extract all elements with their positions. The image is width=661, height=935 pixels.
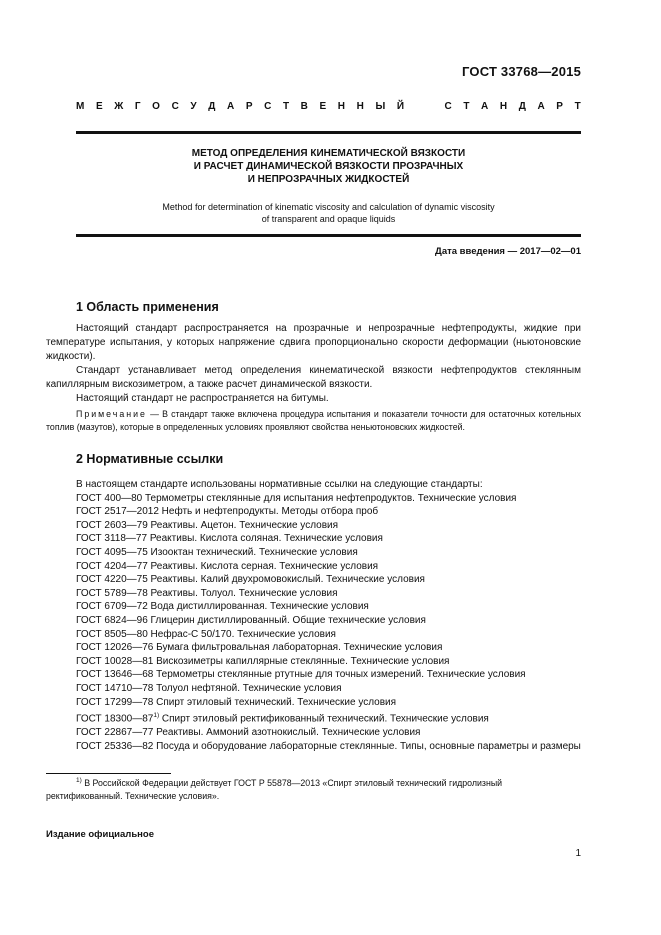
banner-letter: С [264, 101, 272, 112]
banner-letter: Р [245, 101, 253, 112]
banner-letter: О [152, 101, 160, 112]
banner-letter [416, 101, 419, 112]
reference-item: ГОСТ 6709—72 Вода дистиллированная. Технические условия [76, 601, 369, 613]
reference-item: ГОСТ 17299—78 Спирт этиловый технический. Технические условия [76, 696, 397, 708]
banner-letter: С [444, 101, 452, 112]
reference-item: ГОСТ 4204—77 Реактивы. Кислота серная. Технические условия [76, 560, 379, 572]
section-1-body [46, 322, 581, 406]
document-title [76, 147, 581, 186]
standard-number: ГОСТ 33768—2015 [462, 64, 581, 79]
document-title-english [76, 201, 581, 225]
footnote-text: В Российской Федерации действует ГОСТ Р 55878—2013 «Спирт этиловый технический гидролизный ректификованный. Технические условия». [46, 777, 503, 801]
section-1-note [46, 408, 581, 434]
section-1-paragraph-1: Настоящий стандарт распространяется на прозрачные и непрозрачные нефтепродукты, жидкие при температуре испытания, у которых напряжение сдвига пропорционально скорости деформации (ньютоновские жидкости). [46, 323, 581, 362]
note-label: Примечание [76, 409, 147, 419]
banner-letter: Д [208, 101, 216, 112]
reference-item: ГОСТ 4095—75 Изооктан технический. Технические условия [76, 546, 358, 558]
banner-letter: Р [556, 101, 563, 112]
reference-item: ГОСТ 10028—81 Вискозиметры капиллярные стеклянные. Технические условия [76, 655, 450, 667]
section-2-heading: 2 Нормативные ссылки [76, 452, 224, 466]
banner-letter: А [481, 101, 489, 112]
banner-letter: А [537, 101, 545, 112]
section-1-heading: 1 Область применения [76, 300, 219, 314]
reference-item: ГОСТ 22867—77 Реактивы. Аммоний азотнокислый. Технические условия [76, 727, 421, 739]
banner-letter: В [300, 101, 308, 112]
reference-items [46, 492, 581, 710]
footnote-marker: 1) [153, 712, 160, 720]
banner-letter [430, 101, 433, 112]
reference-item: ГОСТ 8505—80 Нефрас-С 50/170. Технические условия [76, 628, 336, 640]
banner-letter: С [171, 101, 179, 112]
page-number: 1 [575, 848, 581, 859]
title-bottom-rule [76, 234, 581, 237]
banner-letter: Н [356, 101, 364, 112]
note-text: — В стандарт также включена процедура испытания и показатели точности для остаточных котельных топлив (мазутов), которые в определенных условиях проявляют свойства неньютоновских жидкостей. [46, 409, 581, 432]
interstate-standard-banner [76, 101, 581, 112]
reference-item: ГОСТ 13646—68 Термометры стеклянные ртутные для точных измерений. Технические условия [76, 669, 526, 681]
banner-letter: Е [319, 101, 327, 112]
banner-letter: М [76, 101, 85, 112]
footnote-mark: 1) [76, 777, 82, 784]
reference-item: ГОСТ 18300—87$^{1)}$ Спирт этиловый ректификованный технический. Технические условия [76, 712, 489, 725]
banner-letter: Д [518, 101, 526, 112]
reference-item: ГОСТ 14710—78 Толуол нефтяной. Технические условия [76, 682, 342, 694]
title-line-2: И РАСЧЕТ ДИНАМИЧЕСКОЙ ВЯЗКОСТИ ПРОЗРАЧНЫХ [193, 161, 464, 172]
banner-letter: Ж [114, 101, 124, 112]
banner-letter: Т [574, 101, 581, 112]
title-line-1: МЕТОД ОПРЕДЕЛЕНИЯ КИНЕМАТИЧЕСКОЙ ВЯЗКОСТИ [191, 148, 466, 159]
normative-references-list [46, 478, 581, 753]
banner-letter: Ы [375, 101, 386, 112]
reference-item: ГОСТ 3118—77 Реактивы. Кислота соляная. Технические условия [76, 533, 383, 545]
introduction-date: Дата введения — 2017—02—01 [435, 246, 581, 257]
footnote [46, 774, 581, 803]
banner-letter: У [190, 101, 197, 112]
top-rule [76, 131, 581, 134]
section-1-paragraph-3: Настоящий стандарт не распространяется на битумы. [76, 393, 329, 404]
reference-item: ГОСТ 12026—76 Бумага фильтровальная лабораторная. Технические условия [76, 642, 443, 654]
banner-letter: Н [337, 101, 346, 112]
reference-item: ГОСТ 2603—79 Реактивы. Ацетон. Технические условия [76, 519, 339, 531]
reference-item: ГОСТ 400—80 Термометры стеклянные для испытания нефтепродуктов. Технические условия [76, 492, 517, 504]
title-line-3: И НЕПРОЗРАЧНЫХ ЖИДКОСТЕЙ [247, 174, 410, 185]
references-intro: В настоящем стандарте использованы нормативные ссылки на следующие стандарты: [76, 479, 483, 490]
official-edition-label: Издание официальное [46, 829, 154, 840]
banner-letter: Т [463, 101, 470, 112]
banner-letter: А [226, 101, 235, 112]
reference-item: ГОСТ 25336—82 Посуда и оборудование лабораторные стеклянные. Типы, основные параметры и размеры [76, 740, 581, 752]
title-en-line-1: Method for determination of kinematic viscosity and calculation of dynamic viscosity [162, 202, 495, 212]
reference-item: ГОСТ 5789—78 Реактивы. Толуол. Технические условия [76, 587, 338, 599]
reference-item: ГОСТ 4220—75 Реактивы. Калий двухромовокислый. Технические условия [76, 574, 425, 586]
title-en-line-2: of transparent and opaque liquids [261, 214, 396, 224]
banner-letter: Н [499, 101, 508, 112]
reference-item: ГОСТ 2517—2012 Нефть и нефтепродукты. Методы отбора проб [76, 506, 379, 518]
banner-letter: Г [134, 101, 141, 112]
reference-item: ГОСТ 6824—96 Глицерин дистиллированный. Общие технические условия [76, 614, 426, 626]
banner-letter: Й [396, 101, 405, 112]
section-1-paragraph-2: Стандарт устанавливает метод определения кинематической вязкости нефтепродуктов стеклянным капиллярным вискозиметром, а также расчет динамической вязкости. [46, 365, 581, 390]
banner-letter: Т [282, 101, 290, 112]
banner-letter: Е [95, 101, 103, 112]
